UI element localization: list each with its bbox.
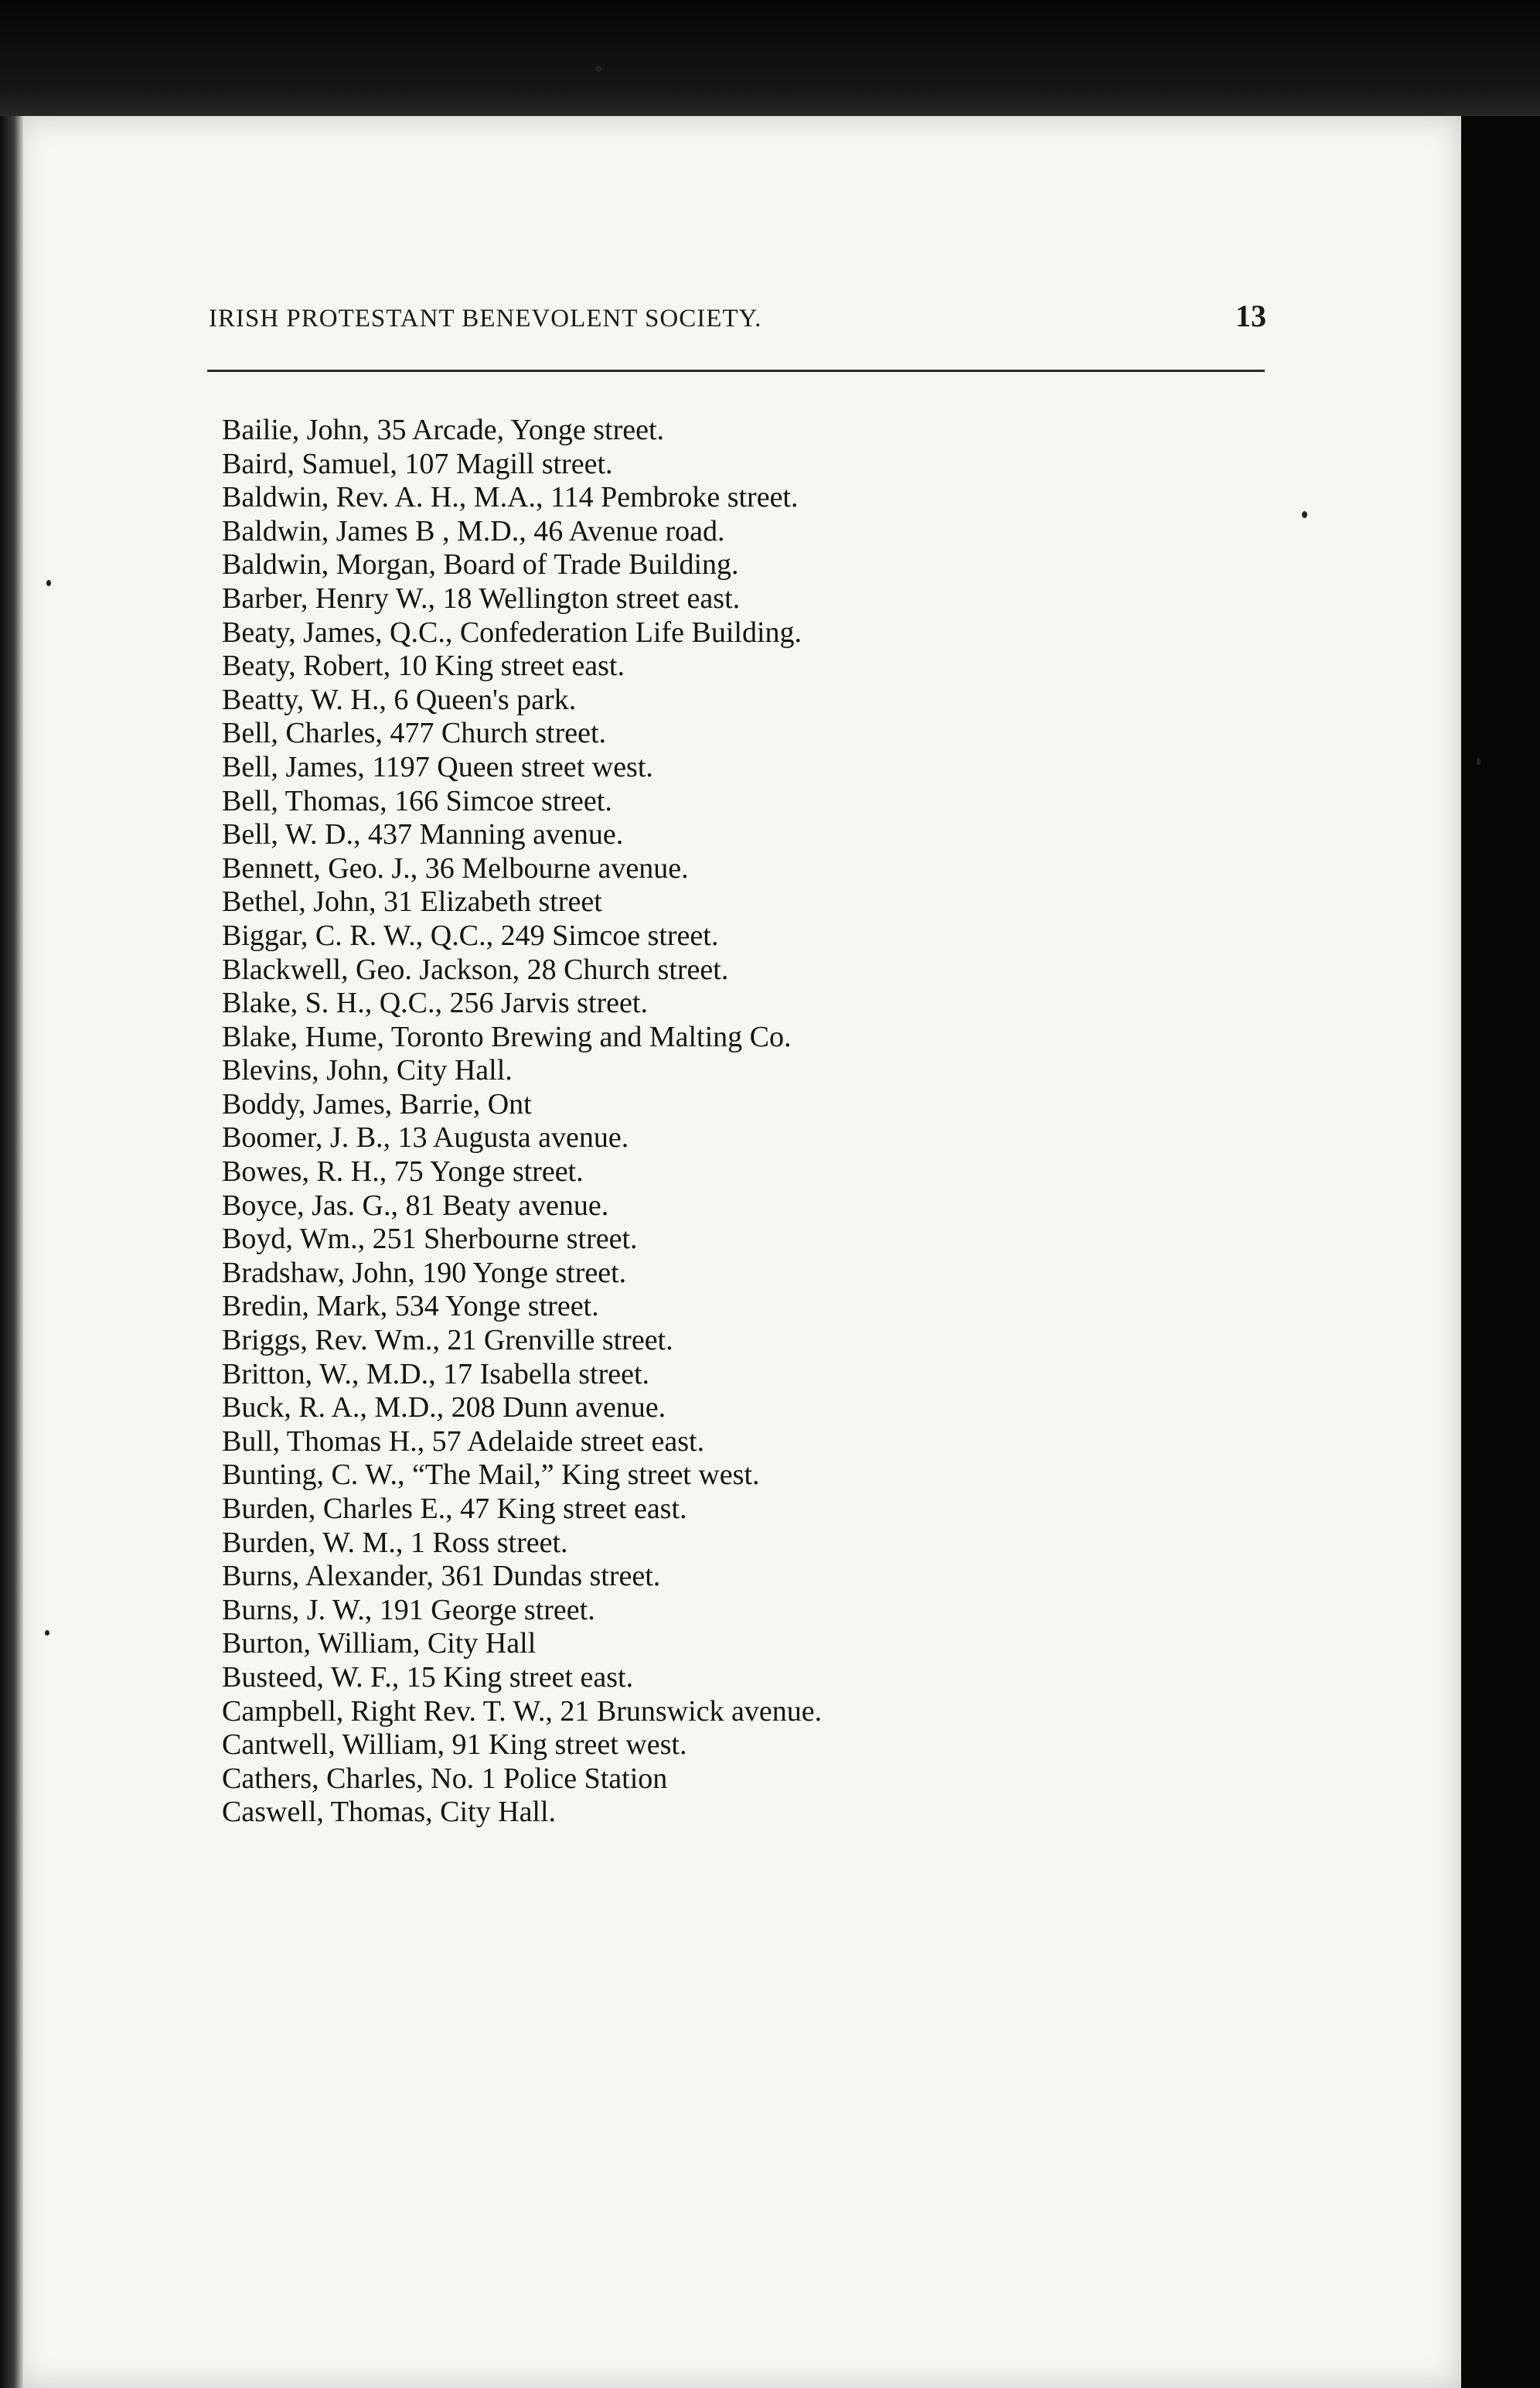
- list-item: Boyd, Wm., 251 Sherbourne street.: [222, 1223, 638, 1256]
- list-item: Busteed, W. F., 15 King street east.: [222, 1660, 634, 1694]
- dust-speck: [1477, 758, 1480, 766]
- list-item: Cathers, Charles, No. 1 Police Station: [222, 1762, 668, 1795]
- list-item: Boyce, Jas. G., 81 Beaty avenue.: [222, 1189, 609, 1222]
- list-item: Blevins, John, City Hall.: [222, 1054, 513, 1087]
- list-item: Bunting, C. W., “The Mail,” King street west.: [222, 1458, 760, 1492]
- list-item: Baldwin, Rev. A. H., M.A., 114 Pembroke street.: [222, 481, 799, 514]
- list-item: Bell, Thomas, 166 Simcoe street.: [222, 784, 612, 817]
- page-left-edge: [0, 116, 23, 2388]
- list-item: Briggs, Rev. Wm., 21 Grenville street.: [222, 1324, 673, 1357]
- list-item: Burns, Alexander, 361 Dundas street.: [222, 1560, 661, 1593]
- list-item: Bell, James, 1197 Queen street west.: [222, 750, 653, 783]
- list-item: Beaty, Robert, 10 King street east.: [222, 650, 625, 683]
- list-item: Burton, William, City Hall: [222, 1627, 537, 1660]
- list-item: Baldwin, James B , M.D., 46 Avenue road.: [222, 514, 725, 548]
- dust-speck: [1302, 511, 1307, 518]
- list-item: Campbell, Right Rev. T. W., 21 Brunswick avenue.: [222, 1694, 823, 1728]
- running-title: IRISH PROTESTANT BENEVOLENT SOCIETY.: [209, 305, 762, 333]
- list-item: Bethel, John, 31 Elizabeth street: [222, 885, 602, 919]
- list-item: Bell, W. D., 437 Manning avenue.: [222, 818, 624, 851]
- member-list: [222, 414, 1266, 1830]
- list-item: Bull, Thomas H., 57 Adelaide street east.: [222, 1424, 705, 1458]
- list-item: Bradshaw, John, 190 Yonge street.: [222, 1256, 627, 1289]
- scan-border-right: [1461, 116, 1540, 2388]
- list-item: Blake, S. H., Q.C., 256 Jarvis street.: [222, 987, 648, 1020]
- list-item: Britton, W., M.D., 17 Isabella street.: [222, 1357, 650, 1390]
- list-item: Caswell, Thomas, City Hall.: [222, 1796, 557, 1829]
- list-item: Boddy, James, Barrie, Ont: [222, 1087, 532, 1121]
- list-item: Baird, Samuel, 107 Magill street.: [222, 447, 613, 480]
- scan-border-top: [0, 0, 1540, 124]
- list-item: Cantwell, William, 91 King street west.: [222, 1728, 687, 1762]
- list-item: Burden, Charles E., 47 King street east.: [222, 1492, 687, 1525]
- list-item: Baldwin, Morgan, Board of Trade Building.: [222, 548, 739, 582]
- list-item: Bredin, Mark, 534 Yonge street.: [222, 1290, 599, 1323]
- list-item: Bennett, Geo. J., 36 Melbourne avenue.: [222, 851, 689, 885]
- page-number: 13: [1235, 298, 1266, 333]
- list-item: Burns, J. W., 191 George street.: [222, 1593, 595, 1626]
- list-item: Buck, R. A., M.D., 208 Dunn avenue.: [222, 1391, 666, 1424]
- list-item: Blackwell, Geo. Jackson, 28 Church street.: [222, 953, 729, 986]
- list-item: Biggar, C. R. W., Q.C., 249 Simcoe street.: [222, 919, 719, 952]
- list-item: Blake, Hume, Toronto Brewing and Malting Co.: [222, 1020, 792, 1053]
- list-item: Bowes, R. H., 75 Yonge street.: [222, 1155, 584, 1189]
- list-item: Bailie, John, 35 Arcade, Yonge street.: [222, 414, 665, 446]
- header-rule: [207, 370, 1265, 372]
- dust-speck: [595, 66, 601, 72]
- dust-speck: [45, 1630, 49, 1636]
- list-item: Beatty, W. H., 6 Queen's park.: [222, 683, 577, 716]
- list-item: Beaty, James, Q.C., Confederation Life Building.: [222, 616, 802, 649]
- list-item: Bell, Charles, 477 Church street.: [222, 717, 607, 750]
- list-item: Boomer, J. B., 13 Augusta avenue.: [222, 1121, 629, 1155]
- list-item: Barber, Henry W., 18 Wellington street east.: [222, 582, 741, 615]
- dust-speck: [46, 580, 51, 586]
- list-item: Burden, W. M., 1 Ross street.: [222, 1526, 568, 1559]
